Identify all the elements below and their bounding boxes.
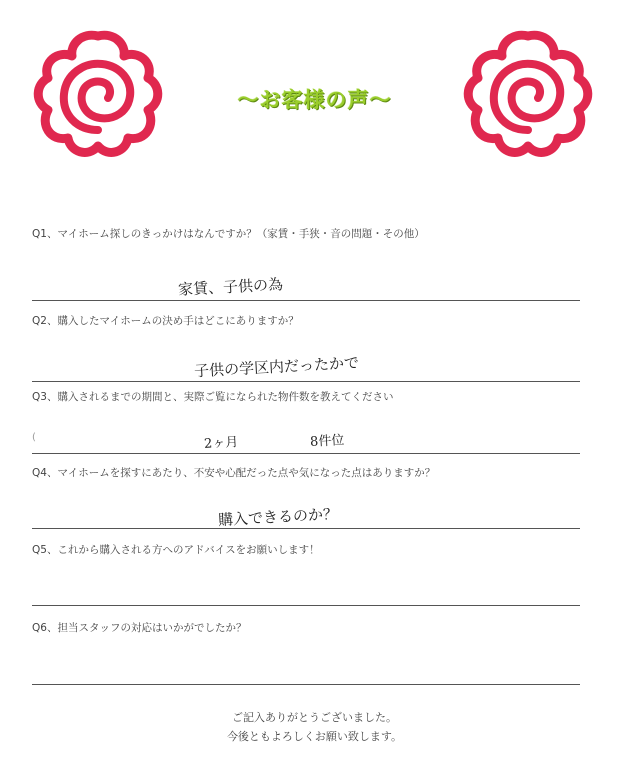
question-4: Q4、マイホームを探すにあたり、不安や心配だった点や気になった点はありますか？ xyxy=(32,467,436,479)
answer-4: 購入できるのか？ xyxy=(217,504,339,530)
answer-1: 家賃、子供の為 xyxy=(177,275,284,299)
answer-line-3 xyxy=(32,453,580,454)
answer-line-6 xyxy=(32,684,580,685)
page-title: ～お客様の声～ xyxy=(237,88,392,112)
question-1: Q1、マイホーム探しのきっかけはなんですか？（家賃・手狭・音の問題・その他） xyxy=(32,228,425,240)
closing-line-1: ご記入ありがとうございました。 xyxy=(232,711,397,724)
answer-line-2 xyxy=(32,381,580,382)
question-5: Q5、これから購入される方へのアドバイスをお願いします！ xyxy=(32,544,320,556)
stray-mark: ( xyxy=(32,432,36,443)
answer-line-1 xyxy=(32,300,580,301)
answer-line-4 xyxy=(32,528,580,529)
question-6: Q6、担当スタッフの対応はいかがでしたか？ xyxy=(32,622,247,634)
answer-line-5 xyxy=(32,605,580,606)
answer-3-count: 8件位 xyxy=(309,433,345,450)
question-2: Q2、購入したマイホームの決め手はどこにありますか？ xyxy=(32,315,299,327)
closing-message xyxy=(0,708,629,746)
closing-line-2: 今後ともよろしくお願い致します。 xyxy=(226,730,403,743)
answer-3-period: 2ヶ月 xyxy=(203,435,239,452)
question-3: Q3、購入されるまでの期間と、実際ご覧になられた物件数を教えてください xyxy=(32,391,394,403)
answer-2: 子供の学区内だったかで xyxy=(193,353,360,381)
